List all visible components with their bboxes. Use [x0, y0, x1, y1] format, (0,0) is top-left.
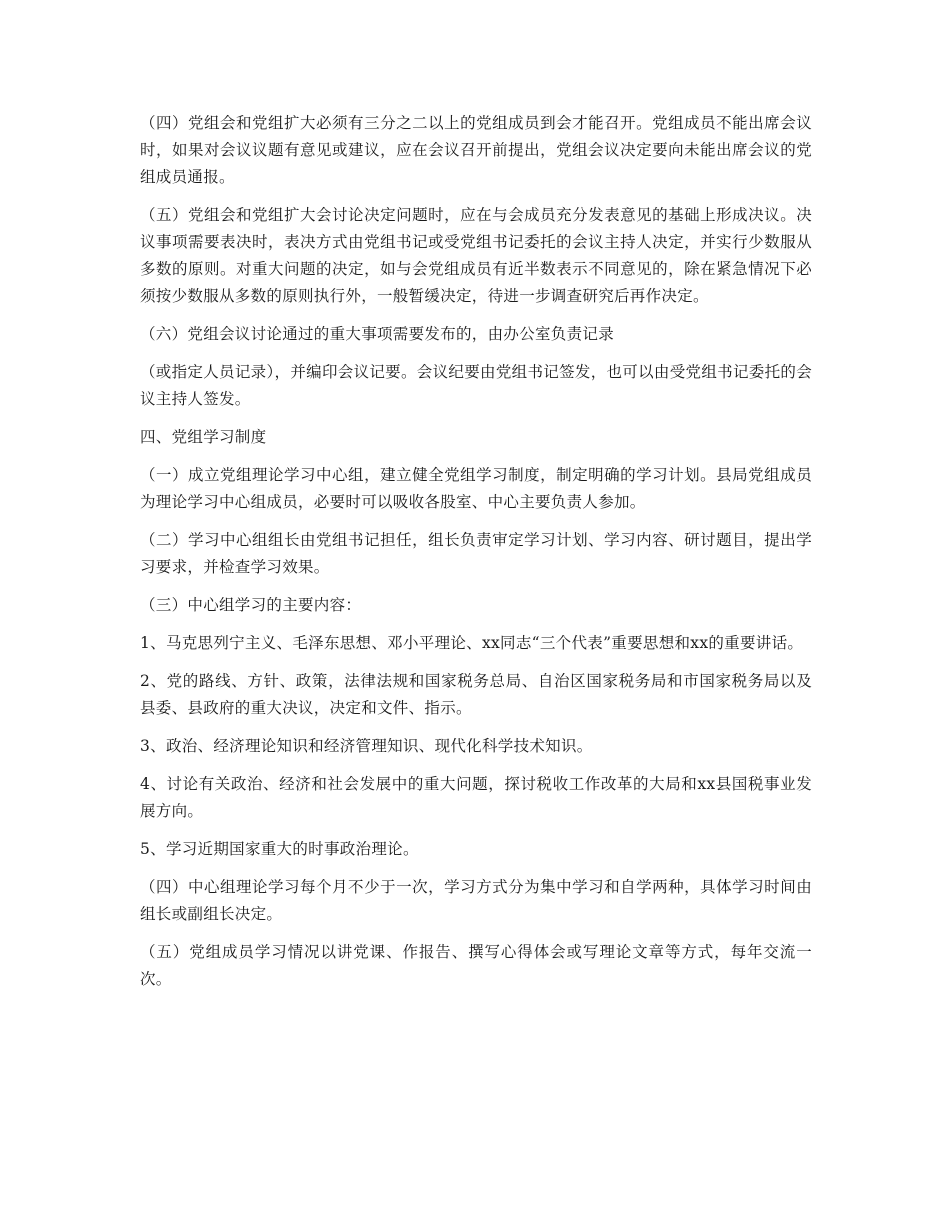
document-body	[140, 110, 812, 1004]
list-item-study-4: 4、讨论有关政治、经济和社会发展中的重大问题，探讨税收工作改革的大局和xx县国税事业发展方向。	[140, 775, 812, 820]
section-heading-study-system: 四、党组学习制度	[140, 428, 267, 446]
paragraph-major-matters-release: （六）党组会议讨论通过的重大事项需要发布的，由办公室负责记录	[140, 325, 615, 343]
paragraph-party-meeting-decisions: （五）党组会和党组扩大会讨论决定问题时，应在与会成员充分发表意见的基础上形成决议。决议事项需要表决时，表决方式由党组书记或受党组书记委托的会议主持人决定，并实行少数服从多数的原则。对重大问题的决定，如与会党组成员有近半数表示不同意见的，除在紧急情况下必须按少数服从多数的原则执行外，一般暂缓决定，待进一步调查研究后再作决定。	[140, 206, 812, 305]
list-item-study-1: 1、马克思列宁主义、毛泽东思想、邓小平理论、xx同志“三个代表”重要思想和xx的重要讲话。	[140, 634, 804, 652]
paragraph-study-frequency: （四）中心组理论学习每个月不少于一次，学习方式分为集中学习和自学两种，具体学习时间由组长或副组长决定。	[140, 878, 812, 923]
paragraph-study-exchange: （五）党组成员学习情况以讲党课、作报告、撰写心得体会或写理论文章等方式，每年交流一次。	[140, 943, 812, 988]
list-item-study-5: 5、学习近期国家重大的时事政治理论。	[140, 840, 419, 858]
paragraph-study-center-group: （一）成立党组理论学习中心组，建立健全党组学习制度，制定明确的学习计划。县局党组成员为理论学习中心组成员，必要时可以吸收各股室、中心主要负责人参加。	[140, 466, 812, 511]
list-item-study-2: 2、党的路线、方针、政策，法律法规和国家税务总局、自治区国家税务局和市国家税务局以及县委、县政府的重大决议，决定和文件、指示。	[140, 672, 812, 717]
paragraph-study-content-heading: （三）中心组学习的主要内容：	[140, 596, 362, 614]
paragraph-meeting-minutes: （或指定人员记录），并编印会议记要。会议纪要由党组书记签发，也可以由受党组书记委托的会议主持人签发。	[140, 363, 812, 408]
paragraph-group-leader: （二）学习中心组组长由党组书记担任，组长负责审定学习计划、学习内容、研讨题目，提出学习要求，并检查学习效果。	[140, 531, 812, 576]
list-item-study-3: 3、政治、经济理论知识和经济管理知识、现代化科学技术知识。	[140, 737, 593, 755]
paragraph-party-meeting-quorum: （四）党组会和党组扩大必须有三分之二以上的党组成员到会才能召开。党组成员不能出席会议时，如果对会议议题有意见或建议，应在会议召开前提出，党组会议决定要向未能出席会议的党组成员通报。	[140, 114, 812, 186]
